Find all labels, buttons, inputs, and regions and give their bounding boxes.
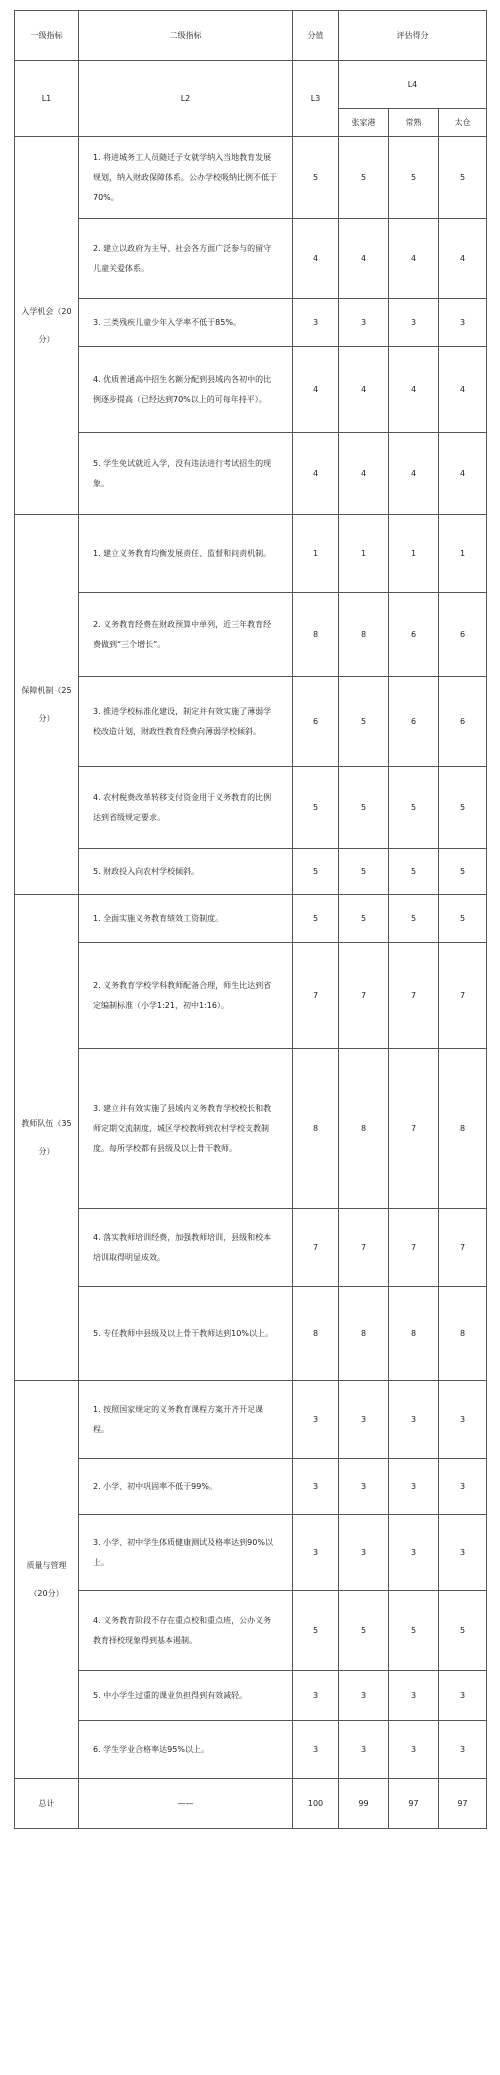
- table-row: [15, 219, 487, 299]
- score-changshu: 8: [389, 1287, 439, 1381]
- score-zhangjiagang: 5: [339, 677, 389, 767]
- score-changshu: 3: [389, 1515, 439, 1591]
- indicator-text: 1. 按照国家规定的义务教育课程方案开齐开足课程。: [79, 1381, 293, 1459]
- score-value: 8: [293, 1287, 339, 1381]
- indicator-text: 5. 财政投入向农村学校倾斜。: [79, 849, 293, 895]
- score-changshu: 7: [389, 1209, 439, 1287]
- indicator-text: 1. 建立义务教育均衡发展责任、监督和问责机制。: [79, 515, 293, 593]
- table-row: [15, 347, 487, 433]
- score-changshu: 5: [389, 137, 439, 219]
- score-taicang: 5: [439, 137, 487, 219]
- code-l2: L2: [79, 61, 293, 137]
- indicator-text: 5. 中小学生过重的课业负担得到有效减轻。: [79, 1671, 293, 1721]
- total-dash: ——: [79, 1779, 293, 1829]
- table-row: [15, 1515, 487, 1591]
- score-taicang: 7: [439, 1209, 487, 1287]
- score-changshu: 5: [389, 895, 439, 943]
- score-taicang: 5: [439, 767, 487, 849]
- score-value: 3: [293, 1671, 339, 1721]
- score-taicang: 8: [439, 1287, 487, 1381]
- score-taicang: 3: [439, 1515, 487, 1591]
- code-row: [15, 61, 487, 109]
- score-zhangjiagang: 3: [339, 1671, 389, 1721]
- score-zhangjiagang: 3: [339, 1459, 389, 1515]
- score-zhangjiagang: 5: [339, 1591, 389, 1671]
- score-changshu: 3: [389, 1721, 439, 1779]
- table-row: [15, 1671, 487, 1721]
- header-level1: 一级指标: [15, 11, 79, 61]
- score-taicang: 4: [439, 347, 487, 433]
- city-taicang: 太仓: [439, 109, 487, 137]
- indicator-text: 2. 小学、初中巩固率不低于99%。: [79, 1459, 293, 1515]
- total-score: 100: [293, 1779, 339, 1829]
- indicator-text: 4. 义务教育阶段不存在重点校和重点班，公办义务教育择校现象得到基本遏制。: [79, 1591, 293, 1671]
- section-label: [15, 1381, 79, 1779]
- score-zhangjiagang: 5: [339, 767, 389, 849]
- score-value: 7: [293, 1209, 339, 1287]
- score-changshu: 1: [389, 515, 439, 593]
- evaluation-table: [14, 10, 487, 1829]
- section-name: 入学机会（20分）: [21, 306, 72, 344]
- score-changshu: 3: [389, 1381, 439, 1459]
- section-name: 质量与管理（20分）: [26, 1560, 67, 1598]
- score-changshu: 5: [389, 767, 439, 849]
- section-name: 教师队伍（35分）: [21, 1118, 72, 1156]
- score-value: 5: [293, 849, 339, 895]
- code-l1: L1: [15, 61, 79, 137]
- header-row: [15, 11, 487, 61]
- score-value: 5: [293, 767, 339, 849]
- indicator-text: 4. 落实教师培训经费，加强教师培训，县级和校本培训取得明显成效。: [79, 1209, 293, 1287]
- score-taicang: 3: [439, 1381, 487, 1459]
- indicator-text: 1. 将进城务工人员随迁子女就学纳入当地教育发展规划，纳入财政保障体系。公办学校吸纳比例不低于70%。: [79, 137, 293, 219]
- table-row: [15, 137, 487, 219]
- score-changshu: 4: [389, 433, 439, 515]
- score-value: 8: [293, 593, 339, 677]
- total-row: [15, 1779, 487, 1829]
- score-value: 3: [293, 1381, 339, 1459]
- table-row: [15, 677, 487, 767]
- indicator-text: 3. 三类残疾儿童少年入学率不低于85%。: [79, 299, 293, 347]
- indicator-text: 4. 农村税费改革转移支付资金用于义务教育的比例达到省级规定要求。: [79, 767, 293, 849]
- score-value: 3: [293, 1515, 339, 1591]
- indicator-text: 5. 学生免试就近入学，没有违法进行考试招生的现象。: [79, 433, 293, 515]
- score-changshu: 3: [389, 1459, 439, 1515]
- score-zhangjiagang: 3: [339, 1381, 389, 1459]
- score-zhangjiagang: 3: [339, 1515, 389, 1591]
- score-zhangjiagang: 8: [339, 1287, 389, 1381]
- score-changshu: 7: [389, 943, 439, 1049]
- score-zhangjiagang: 3: [339, 1721, 389, 1779]
- table-row: [15, 1591, 487, 1671]
- score-taicang: 3: [439, 1671, 487, 1721]
- score-taicang: 4: [439, 433, 487, 515]
- score-changshu: 4: [389, 219, 439, 299]
- score-changshu: 5: [389, 849, 439, 895]
- table-row: [15, 1459, 487, 1515]
- section-label: [15, 515, 79, 895]
- score-taicang: 3: [439, 1721, 487, 1779]
- table-row: [15, 299, 487, 347]
- total-changshu: 97: [389, 1779, 439, 1829]
- total-taicang: 97: [439, 1779, 487, 1829]
- indicator-text: 5. 专任教师中县级及以上骨干教师达到10%以上。: [79, 1287, 293, 1381]
- score-taicang: 6: [439, 677, 487, 767]
- score-zhangjiagang: 7: [339, 1209, 389, 1287]
- table-row: [15, 515, 487, 593]
- table-row: [15, 1049, 487, 1209]
- score-zhangjiagang: 1: [339, 515, 389, 593]
- score-taicang: 3: [439, 1459, 487, 1515]
- score-changshu: 3: [389, 1671, 439, 1721]
- table-row: [15, 895, 487, 943]
- score-value: 6: [293, 677, 339, 767]
- score-value: 3: [293, 1721, 339, 1779]
- score-zhangjiagang: 8: [339, 593, 389, 677]
- score-changshu: 3: [389, 299, 439, 347]
- score-zhangjiagang: 5: [339, 895, 389, 943]
- indicator-text: 1. 全面实施义务教育绩效工资制度。: [79, 895, 293, 943]
- indicator-text: 2. 义务教育经费在财政预算中单列，近三年教育经费做到“三个增长”。: [79, 593, 293, 677]
- code-l4: L4: [339, 61, 487, 109]
- city-changshu: 常熟: [389, 109, 439, 137]
- table-row: [15, 1381, 487, 1459]
- score-taicang: 3: [439, 299, 487, 347]
- total-label: 总计: [15, 1779, 79, 1829]
- indicator-text: 2. 建立以政府为主导、社会各方面广泛参与的留守儿童关爱体系。: [79, 219, 293, 299]
- score-zhangjiagang: 7: [339, 943, 389, 1049]
- score-zhangjiagang: 4: [339, 433, 389, 515]
- score-value: 3: [293, 299, 339, 347]
- score-zhangjiagang: 3: [339, 299, 389, 347]
- score-value: 7: [293, 943, 339, 1049]
- city-zhangjiagang: 张家港: [339, 109, 389, 137]
- score-value: 4: [293, 433, 339, 515]
- score-changshu: 4: [389, 347, 439, 433]
- table-row: [15, 767, 487, 849]
- section-name: 保障机制（25分）: [21, 685, 72, 723]
- score-changshu: 7: [389, 1049, 439, 1209]
- score-zhangjiagang: 4: [339, 219, 389, 299]
- table-row: [15, 849, 487, 895]
- score-value: 3: [293, 1459, 339, 1515]
- table-row: [15, 433, 487, 515]
- score-taicang: 8: [439, 1049, 487, 1209]
- score-zhangjiagang: 4: [339, 347, 389, 433]
- table-row: [15, 1287, 487, 1381]
- score-zhangjiagang: 5: [339, 849, 389, 895]
- table-row: [15, 1721, 487, 1779]
- score-taicang: 5: [439, 849, 487, 895]
- score-value: 8: [293, 1049, 339, 1209]
- score-value: 5: [293, 137, 339, 219]
- header-score: 分值: [293, 11, 339, 61]
- indicator-text: 3. 小学、初中学生体质健康测试及格率达到90%以上。: [79, 1515, 293, 1591]
- indicator-text: 2. 义务教育学校学科教师配备合理，师生比达到省定编制标准（小学1:21，初中1:16）。: [79, 943, 293, 1049]
- score-changshu: 6: [389, 593, 439, 677]
- score-zhangjiagang: 8: [339, 1049, 389, 1209]
- table-row: [15, 1209, 487, 1287]
- total-zhangjiagang: 99: [339, 1779, 389, 1829]
- section-label: [15, 895, 79, 1381]
- code-l3: L3: [293, 61, 339, 137]
- score-taicang: 5: [439, 1591, 487, 1671]
- score-zhangjiagang: 5: [339, 137, 389, 219]
- score-taicang: 4: [439, 219, 487, 299]
- indicator-text: 3. 建立并有效实施了县域内义务教育学校校长和教师定期交流制度，城区学校教师到农村学校支教制度。每所学校都有县级及以上骨干教师。: [79, 1049, 293, 1209]
- score-taicang: 6: [439, 593, 487, 677]
- score-value: 5: [293, 1591, 339, 1671]
- score-taicang: 1: [439, 515, 487, 593]
- table-row: [15, 593, 487, 677]
- indicator-text: 6. 学生学业合格率达95%以上。: [79, 1721, 293, 1779]
- header-level2: 二级指标: [79, 11, 293, 61]
- section-label: [15, 137, 79, 515]
- indicator-text: 3. 推进学校标准化建设，制定并有效实施了薄弱学校改造计划，财政性教育经费向薄弱学校倾斜。: [79, 677, 293, 767]
- header-evaluation: 评估得分: [339, 11, 487, 61]
- score-taicang: 5: [439, 895, 487, 943]
- score-changshu: 5: [389, 1591, 439, 1671]
- score-taicang: 7: [439, 943, 487, 1049]
- score-value: 4: [293, 347, 339, 433]
- score-changshu: 6: [389, 677, 439, 767]
- score-value: 5: [293, 895, 339, 943]
- indicator-text: 4. 优质普通高中招生名额分配到县域内各初中的比例逐步提高（已经达到70%以上的可每年持平）。: [79, 347, 293, 433]
- score-value: 4: [293, 219, 339, 299]
- table-row: [15, 943, 487, 1049]
- score-value: 1: [293, 515, 339, 593]
